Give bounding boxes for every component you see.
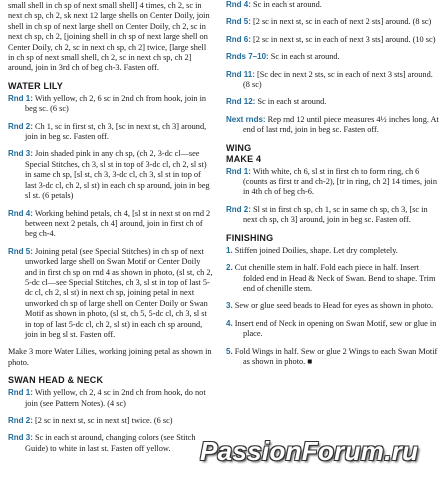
finishing-step-3: [226, 301, 441, 311]
step-text: Stiffen joined Doilies, shape. Let dry completely.: [232, 245, 398, 255]
rnd-text: Sc in each st around.: [250, 0, 322, 9]
rnd-text: Sc in each st around.: [268, 52, 340, 62]
step-text: Fold Wings in half. Sew or glue 2 Wings to each Swan Motif as shown in photo. ■: [232, 346, 438, 366]
rnd-text: Sc in each st around.: [255, 97, 327, 107]
rnd-text: [Sc dec in next 2 sts, sc in each of next 3 sts] around. (8 sc): [243, 69, 433, 90]
rnd-text: With yellow, ch 2, 6 sc in 2nd ch from hook, join in beg sc. (6 sc): [25, 93, 207, 114]
left-column: [8, 0, 214, 461]
water-lily-rnd-1: [8, 94, 214, 115]
rnd-text: With white, ch 6, sl st in first ch to form ring, ch 6 (counts as first tr and ch-2), [tr in ring, ch 2] 14 times, join in 4th ch of beg ch-6.: [243, 166, 438, 197]
swan-rnd-11: [226, 70, 441, 91]
rnd-label: Rnd 3:: [8, 149, 33, 159]
rnd-text: Working behind petals, ch 4, [sl st in next st on rnd 2 between next 2 petals, ch 4] around, join in first ch of beg ch-4.: [25, 208, 211, 239]
finishing-step-2: [226, 263, 441, 294]
rnd-text: [2 sc in next st, sc in each of next 2 sts] around. (8 sc): [250, 17, 432, 27]
swan-next-rnds: [226, 115, 441, 136]
rnd-label: Rnd 12:: [226, 97, 256, 107]
rnd-text: [2 sc in next st, sc in each of next 3 sts] around. (10 sc): [250, 34, 436, 44]
rnd-text: Ch 1, sc in first st, ch 3, [sc in next st, ch 3] around, join in beg sc. Fasten off.: [25, 121, 207, 142]
finishing-step-1: [226, 246, 441, 256]
rnd-label: Rnd 4:: [226, 0, 251, 9]
water-lily-rnd-4: [8, 209, 214, 240]
step-number: 3.: [226, 301, 233, 311]
rnd-label: Rnd 2:: [8, 416, 33, 425]
rnd-label: Rnd 5:: [8, 246, 33, 256]
finishing-step-5: [226, 347, 441, 368]
rnd-label: Rnd 1:: [8, 388, 33, 398]
step-number: 2.: [226, 263, 233, 273]
rnd-text: Joining petal (see Special Stitches) in ch sp of next unworked large shell on Swan Motif or Center Doily and in first ch sp on rnd 4 as shown in photo, (sl st, ch 2, 5-dc cl—see Special Stitches, ch 3, sl st in top of last 5-dc cl, ch 2, sl st) in next ch sp, joining petal in next unworked ch sp of large shell on Center Doily or Swan Motif as shown in photo, (sl st, ch 5, 5-dc cl, ch 3, sl st in top of last 5-dc cl, ch 2, sl st) in each ch sp around, join in beg sl st. Fasten off.: [25, 246, 213, 339]
make-4-subheading: MAKE 4: [226, 153, 262, 164]
make-more-note: Make 3 more Water Lilies, working joining petal as shown in photo.: [8, 347, 212, 367]
rnd-text: Join shaded pink in any ch sp, (ch 2, 3-dc cl—see Special Stitches, ch 3, sl st in top of 3-dc cl, ch 2, sl st) in same ch sp, [sl st, ch 3, 3-dc cl, ch 3, sl st in top of last 3-dc cl, ch 2, sl st) in each ch sp around, join in beg sl st. (6 petals): [25, 149, 210, 201]
intro-paragraph: small shell in ch sp of next small shell] 4 times, ch 2, sc in next ch sp, ch 2, sk next 12 large shells on Center Doily, join shell in ch sp of next large shell on Center Doily, ch 2, sc in next ch sp, ch 2, [joining shell in ch sp of next large shell on Center Doily, ch 2, sc in next ch sp, ch 2] twice, [large shell in ch sp of next small shell, ch 2, sc in next ch sp, ch 2] around, join in 3rd ch of beg ch-3. Fasten off.: [8, 1, 210, 73]
wing-rnd-2: [226, 205, 441, 226]
swan-rnd-4: [226, 0, 441, 10]
water-lily-rnd-5: [8, 247, 214, 341]
rnd-label: Rnd 2:: [8, 121, 33, 131]
step-text: Cut chenille stem in half. Fold each piece in half. Insert folded end in Head & Neck of Swan. Bend to shape. Trim end of chenille stem.: [232, 263, 436, 293]
rnd-text: [2 sc in next st, sc in next st] twice. (6 sc): [32, 416, 173, 425]
water-lily-rnd-3: [8, 149, 214, 201]
step-number: 4.: [226, 318, 233, 328]
rnd-label: Rnd 1:: [226, 166, 251, 176]
rnd-label: Rnds 7–10:: [226, 52, 269, 62]
swan-rnd-5: [226, 17, 441, 27]
step-text: Insert end of Neck in opening on Swan Motif, sew or glue in place.: [232, 318, 437, 339]
finishing-step-4: [226, 319, 441, 340]
swan-head-neck-heading: SWAN HEAD & NECK: [8, 375, 104, 386]
rnd-label: Rnd 1:: [8, 93, 33, 103]
rnd-label: Rnd 3:: [8, 433, 33, 443]
rnd-text: Sl st in first ch sp, ch 1, sc in same ch sp, ch 3, [sc in next ch sp, ch 3] around, join in beg sc. Fasten off.: [243, 204, 428, 225]
watermark-logo: PassionForum.ru: [200, 436, 419, 466]
water-lily-heading: WATER LILY: [8, 80, 64, 91]
rnd-label: Rnd 11:: [226, 69, 255, 79]
finishing-heading: FINISHING: [226, 232, 274, 243]
swan-rnd-6: [226, 35, 441, 45]
rnd-text: Rep rnd 12 until piece measures 4½ inches long. At end of last rnd, join in beg sc. Fasten off.: [243, 114, 439, 135]
rnd-text: With yellow, ch 2, 4 sc in 2nd ch from hook, do not join (see Pattern Notes). (4 sc): [25, 388, 206, 408]
swan-rnd-3: [8, 433, 214, 454]
swan-rnds-7-10: [226, 52, 441, 62]
swan-rnd-1: [8, 388, 214, 409]
rnd-label: Rnd 5:: [226, 17, 251, 27]
swan-rnd-12: [226, 97, 441, 107]
right-column: [226, 0, 441, 374]
water-lily-rnd-2: [8, 122, 214, 143]
swan-rnd-2: [8, 416, 214, 426]
rnd-text: Sc in each st around, changing colors (see Stitch Guide) to white in last st. Fasten off yellow.: [25, 433, 196, 453]
rnd-label: Rnd 2:: [226, 204, 251, 214]
step-number: 5.: [226, 346, 233, 356]
rnd-label: Next rnds:: [226, 114, 266, 124]
rnd-label: Rnd 6:: [226, 34, 251, 44]
rnd-label: Rnd 4:: [8, 208, 33, 218]
wing-heading: WING: [226, 142, 252, 153]
step-number: 1.: [226, 245, 233, 255]
wing-rnd-1: [226, 167, 441, 198]
step-text: Sew or glue seed beads to Head for eyes as shown in photo.: [232, 301, 434, 311]
